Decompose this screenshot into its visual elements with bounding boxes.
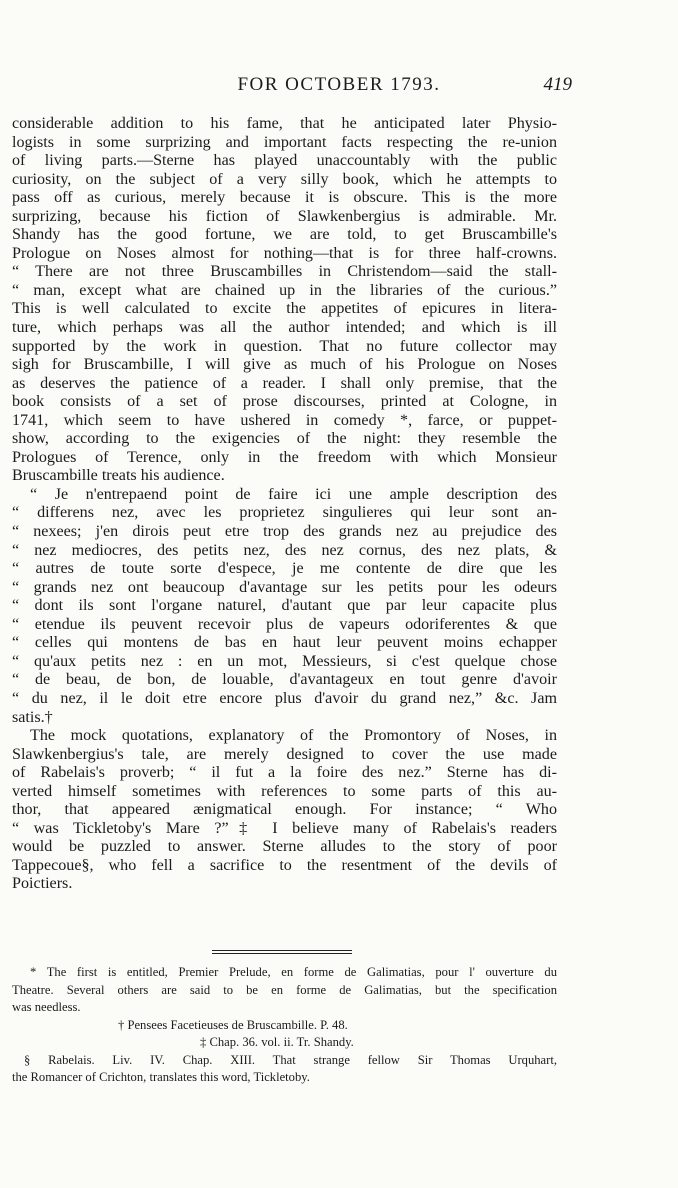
- text-line: ture, which perhaps was all the author intended; and which is ill: [12, 319, 557, 337]
- text-line: “ There are not three Bruscambilles in Christendom—said the stall-: [12, 263, 557, 281]
- text-line: verted himself sometimes with references to some parts of this au-: [12, 782, 557, 800]
- text-line: “ man, except what are chained up in the libraries of the curious.”: [12, 281, 557, 299]
- footnote-divider: [212, 950, 352, 951]
- text-line: Tappecoue§, who fell a sacrifice to the resentment of the devils of: [12, 856, 557, 874]
- text-line: Shandy has the good fortune, we are told, to get Bruscambille's: [12, 226, 557, 244]
- quote-line: “ dont ils sont l'organe naturel, d'autant que par leur capacite plus: [12, 597, 557, 615]
- text-line: as deserves the patience of a reader. I shall only premise, that the: [12, 374, 557, 392]
- footnote-divider-thin: [212, 953, 352, 954]
- footnote-line: † Pensees Facetieuses de Bruscambille. P. 48.: [118, 1017, 348, 1032]
- quote-line: “ differens nez, avec les proprietez singulieres qui leur sont an-: [12, 504, 557, 522]
- quote-line: “ de beau, de bon, de louable, d'avantageux en tout genre d'avoir: [12, 671, 557, 689]
- quote-line: “ qu'aux petits nez : en un mot, Messieurs, si c'est quelque chose: [12, 652, 557, 670]
- quote-line: satis.†: [12, 708, 53, 726]
- text-line: pass off as curious, merely because it is obscure. This is the more: [12, 189, 557, 207]
- footnote-line: * The first is entitled, Premier Prelude, en forme de Galimatias, pour l' ouverture du: [30, 965, 557, 979]
- footnote-line: § Rabelais. Liv. IV. Chap. XIII. That strange fellow Sir Thomas Urquhart,: [24, 1052, 557, 1067]
- text-line: This is well calculated to excite the appetites of epicures in litera-: [12, 300, 557, 318]
- text-line: logists in some surprizing and important facts respecting the re-union: [12, 133, 557, 151]
- body-text: [12, 115, 557, 894]
- quote-line: “ celles qui montens de bas en haut leur peuvent moins echapper: [12, 634, 557, 652]
- quote-line: “ autres de toute sorte d'espece, je me contente de dire que les: [12, 560, 557, 578]
- text-line: Bruscambille treats his audience.: [12, 467, 225, 485]
- footnote-line: the Romancer of Crichton, translates this word, Tickletoby.: [12, 1070, 310, 1084]
- text-line: Slawkenbergius's tale, are merely designed to cover the use made: [12, 745, 557, 763]
- text-line: surprizing, because his fiction of Slawkenbergius is admirable. Mr.: [12, 207, 557, 225]
- text-line: 1741, which seem to have ushered in comedy *, farce, or puppet-: [12, 411, 557, 429]
- text-line: thor, that appeared ænigmatical enough. For instance; “ Who: [12, 801, 557, 819]
- quote-line: “ nexees; j'en dirois peut etre trop des grands nez au prejudice des: [12, 523, 557, 541]
- running-head: FOR OCTOBER 1793.: [237, 74, 441, 95]
- text-line: book consists of a set of prose discourses, printed at Cologne, in: [12, 393, 557, 411]
- footnote-line: was needless.: [12, 1000, 81, 1014]
- text-line: Prologues of Terence, only in the freedom with which Monsieur: [12, 448, 557, 466]
- text-line: supported by the work in question. That no future collector may: [12, 337, 557, 355]
- quote-line: “ grands nez ont beaucoup d'avantage sur les petits pour les odeurs: [12, 578, 557, 596]
- text-line: The mock quotations, explanatory of the Promontory of Noses, in: [30, 727, 557, 745]
- footnotes: [12, 964, 557, 1087]
- footnote-line: Theatre. Several others are said to be en forme de Galimatias, but the specification: [12, 982, 557, 997]
- text-line: of Rabelais's proverb; “ il fut a la foire des nez.” Sterne has di-: [12, 764, 557, 782]
- text-line: Prologue on Noses almost for nothing—that is for three half-crowns.: [12, 244, 557, 262]
- footnote-line: ‡ Chap. 36. vol. ii. Tr. Shandy.: [200, 1035, 354, 1049]
- page-header: [0, 74, 678, 104]
- text-line: show, according to the exigencies of the night: they resemble the: [12, 430, 557, 448]
- text-line: “ was Tickletoby's Mare ?”‡ I believe many of Rabelais's readers: [12, 819, 557, 837]
- text-line: considerable addition to his fame, that he anticipated later Physio-: [12, 115, 557, 132]
- text-line: of living parts.—Sterne has played unaccountably with the public: [12, 152, 557, 170]
- text-line: curiosity, on the subject of a very silly book, which he attempts to: [12, 170, 557, 188]
- page-number: 419: [543, 74, 572, 95]
- text-line: Poictiers.: [12, 875, 73, 893]
- quote-line: “ Je n'entrepaend point de faire ici une ample description des: [30, 485, 557, 503]
- text-line: sigh for Bruscambille, I will give as much of his Prologue on Noses: [12, 356, 557, 374]
- quote-line: “ du nez, il le doit etre encore plus d'avoir du grand nez,” &c. Jam: [12, 689, 557, 707]
- quote-line: “ etendue ils peuvent recevoir plus de vapeurs odoriferentes & que: [12, 615, 557, 633]
- text-line: would be puzzled to answer. Sterne alludes to the story of poor: [12, 838, 557, 856]
- quote-line: “ nez mediocres, des petits nez, des nez cornus, des nez plats, &: [12, 541, 557, 559]
